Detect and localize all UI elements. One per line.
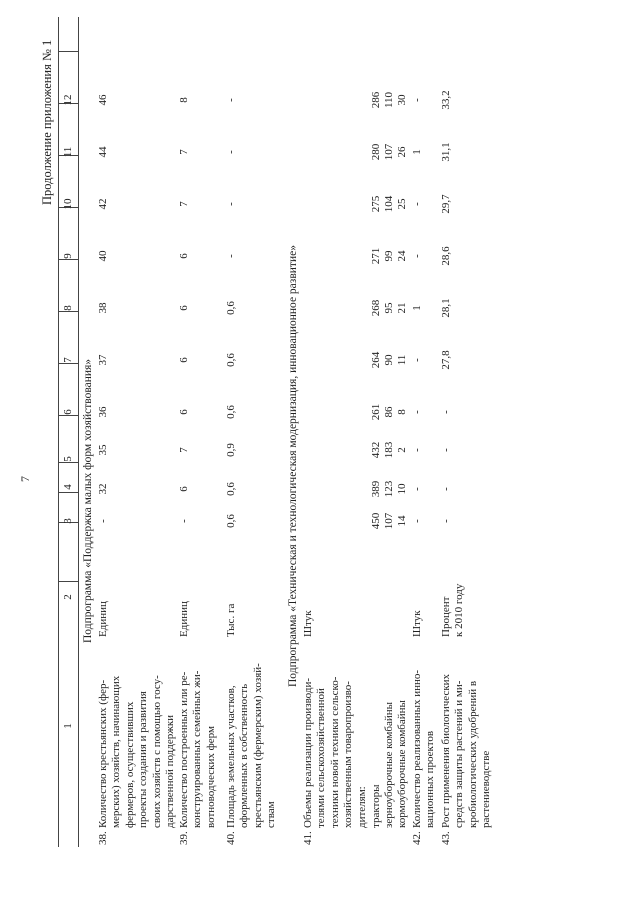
row-number: 42. xyxy=(411,831,423,845)
column-header: 2 xyxy=(62,594,74,600)
value: 28,6 xyxy=(440,246,452,266)
value: - xyxy=(225,254,237,258)
row-label: Площадь земельных участков, оформленных в собственность крестьянским (фермерским) хозяй- ствам xyxy=(225,663,278,828)
value: 29,7 xyxy=(440,194,452,214)
value: 99 xyxy=(383,250,395,262)
subprogram-heading: Подпрограмма «Поддержка малых форм хозяйствования» xyxy=(82,358,94,643)
continuation-title: Продолжение приложения № 1 xyxy=(40,39,54,205)
row-label: Количество реализованных инно- вационных проектов xyxy=(411,669,437,828)
value: - xyxy=(440,487,452,491)
column-header: 10 xyxy=(62,198,74,210)
subprogram-heading: Подпрограмма «Техническая и технологическая модернизация, инновационное развитие» xyxy=(287,245,299,687)
unit: Штук xyxy=(302,610,314,637)
value: 389 xyxy=(370,480,382,498)
table-header-rule xyxy=(78,17,79,847)
row-label: Объемы реализации производи- телями сельскохозяйственной техники новой техники сельско- хозяйственным товаропроизво- дителям: xyxy=(302,676,368,828)
table-top-rule xyxy=(58,17,59,847)
value: 0,9 xyxy=(225,443,237,457)
unit: Единиц xyxy=(97,601,109,637)
value: 0,6 xyxy=(225,405,237,419)
row-number: 38. xyxy=(97,831,109,845)
value: 30 xyxy=(396,94,408,106)
value: 40 xyxy=(97,250,109,262)
value: - xyxy=(440,410,452,414)
value: - xyxy=(440,519,452,523)
value: 450 xyxy=(370,512,382,530)
column-header: 11 xyxy=(62,146,74,158)
value: 42 xyxy=(97,198,109,210)
value: - xyxy=(225,98,237,102)
value: 21 xyxy=(396,302,408,314)
value: 90 xyxy=(383,354,395,366)
column-header: 7 xyxy=(62,357,74,363)
row-number: 41. xyxy=(302,831,314,845)
value: - xyxy=(225,202,237,206)
value: 261 xyxy=(370,403,382,421)
value: 104 xyxy=(383,195,395,213)
value: 2 xyxy=(396,447,408,453)
value: - xyxy=(225,150,237,154)
value: 14 xyxy=(396,515,408,527)
column-header: 1 xyxy=(62,723,74,729)
value: 275 xyxy=(370,195,382,213)
value: 8 xyxy=(178,97,190,103)
value: 280 xyxy=(370,143,382,161)
value: 6 xyxy=(178,357,190,363)
value: 268 xyxy=(370,299,382,317)
value: - xyxy=(411,410,423,414)
value: 123 xyxy=(383,480,395,498)
unit: Штук xyxy=(411,610,423,637)
value: - xyxy=(411,202,423,206)
value: 6 xyxy=(178,305,190,311)
row-label: Рост применения биологических средств защиты растений и ми- кробиологических удобрений в растениеводстве xyxy=(440,673,493,828)
row-number: 43. xyxy=(440,831,452,845)
value: 6 xyxy=(178,486,190,492)
column-header: 6 xyxy=(62,409,74,415)
value: 6 xyxy=(178,409,190,415)
value: 46 xyxy=(97,94,109,106)
value: 26 xyxy=(396,146,408,158)
value: 271 xyxy=(370,247,382,265)
value: 31,1 xyxy=(440,142,452,162)
row-number: 40. xyxy=(225,831,237,845)
value: 38 xyxy=(97,302,109,314)
unit: Процент к 2010 году xyxy=(440,583,466,637)
value: 7 xyxy=(178,201,190,207)
value: 0,6 xyxy=(225,514,237,528)
value: 264 xyxy=(370,351,382,369)
row-number: 39. xyxy=(178,831,190,845)
value: 0,6 xyxy=(225,301,237,315)
value: 7 xyxy=(178,149,190,155)
column-header: 5 xyxy=(62,456,74,462)
value: 95 xyxy=(383,302,395,314)
value: - xyxy=(411,448,423,452)
value: - xyxy=(411,254,423,258)
value: 0,6 xyxy=(225,482,237,496)
unit: Тыс. га xyxy=(225,603,237,637)
value: 107 xyxy=(383,143,395,161)
column-header: 9 xyxy=(62,253,74,259)
page-number: 7 xyxy=(18,476,32,482)
col-divider xyxy=(58,51,78,52)
value: - xyxy=(97,519,109,523)
value: 10 xyxy=(396,483,408,495)
value: - xyxy=(178,519,190,523)
value: 183 xyxy=(383,441,395,459)
subrow-label: тракторы xyxy=(370,784,382,828)
subrow-label: кормоуборочные комбайны xyxy=(396,700,408,828)
column-header: 8 xyxy=(62,305,74,311)
value: 1 xyxy=(411,149,423,155)
value: 25 xyxy=(396,198,408,210)
value: 44 xyxy=(97,146,109,158)
value: - xyxy=(440,448,452,452)
value: 33,2 xyxy=(440,90,452,110)
column-header: 3 xyxy=(62,518,74,524)
value: 36 xyxy=(97,406,109,418)
value: - xyxy=(411,98,423,102)
value: - xyxy=(411,358,423,362)
value: 107 xyxy=(383,512,395,530)
value: 11 xyxy=(396,354,408,366)
value: 24 xyxy=(396,250,408,262)
value: 0,6 xyxy=(225,353,237,367)
value: 27,8 xyxy=(440,350,452,370)
value: 1 xyxy=(411,305,423,311)
value: 35 xyxy=(97,444,109,456)
value: 286 xyxy=(370,91,382,109)
unit: Единиц xyxy=(178,601,190,637)
row-label: Количество крестьянских (фер- мерских) хозяйств, начинающих фермеров, осуществивших проекты создания и развития своих хозяйств с помощью госу- дарственной поддержки xyxy=(97,675,177,828)
row-label: Количество построенных или ре- конструированных семейных жи- вотноводческих ферм xyxy=(178,670,217,828)
value: 432 xyxy=(370,441,382,459)
value: 6 xyxy=(178,253,190,259)
value: 37 xyxy=(97,354,109,366)
value: 86 xyxy=(383,406,395,418)
column-header: 12 xyxy=(62,94,74,106)
subrow-label: зерноуборочные комбайны xyxy=(383,702,395,828)
column-header: 4 xyxy=(62,484,74,490)
value: 7 xyxy=(178,447,190,453)
value: 32 xyxy=(97,483,109,495)
value: - xyxy=(411,487,423,491)
value: 110 xyxy=(383,91,395,109)
value: - xyxy=(411,519,423,523)
value: 28,1 xyxy=(440,298,452,318)
value: 8 xyxy=(396,409,408,415)
